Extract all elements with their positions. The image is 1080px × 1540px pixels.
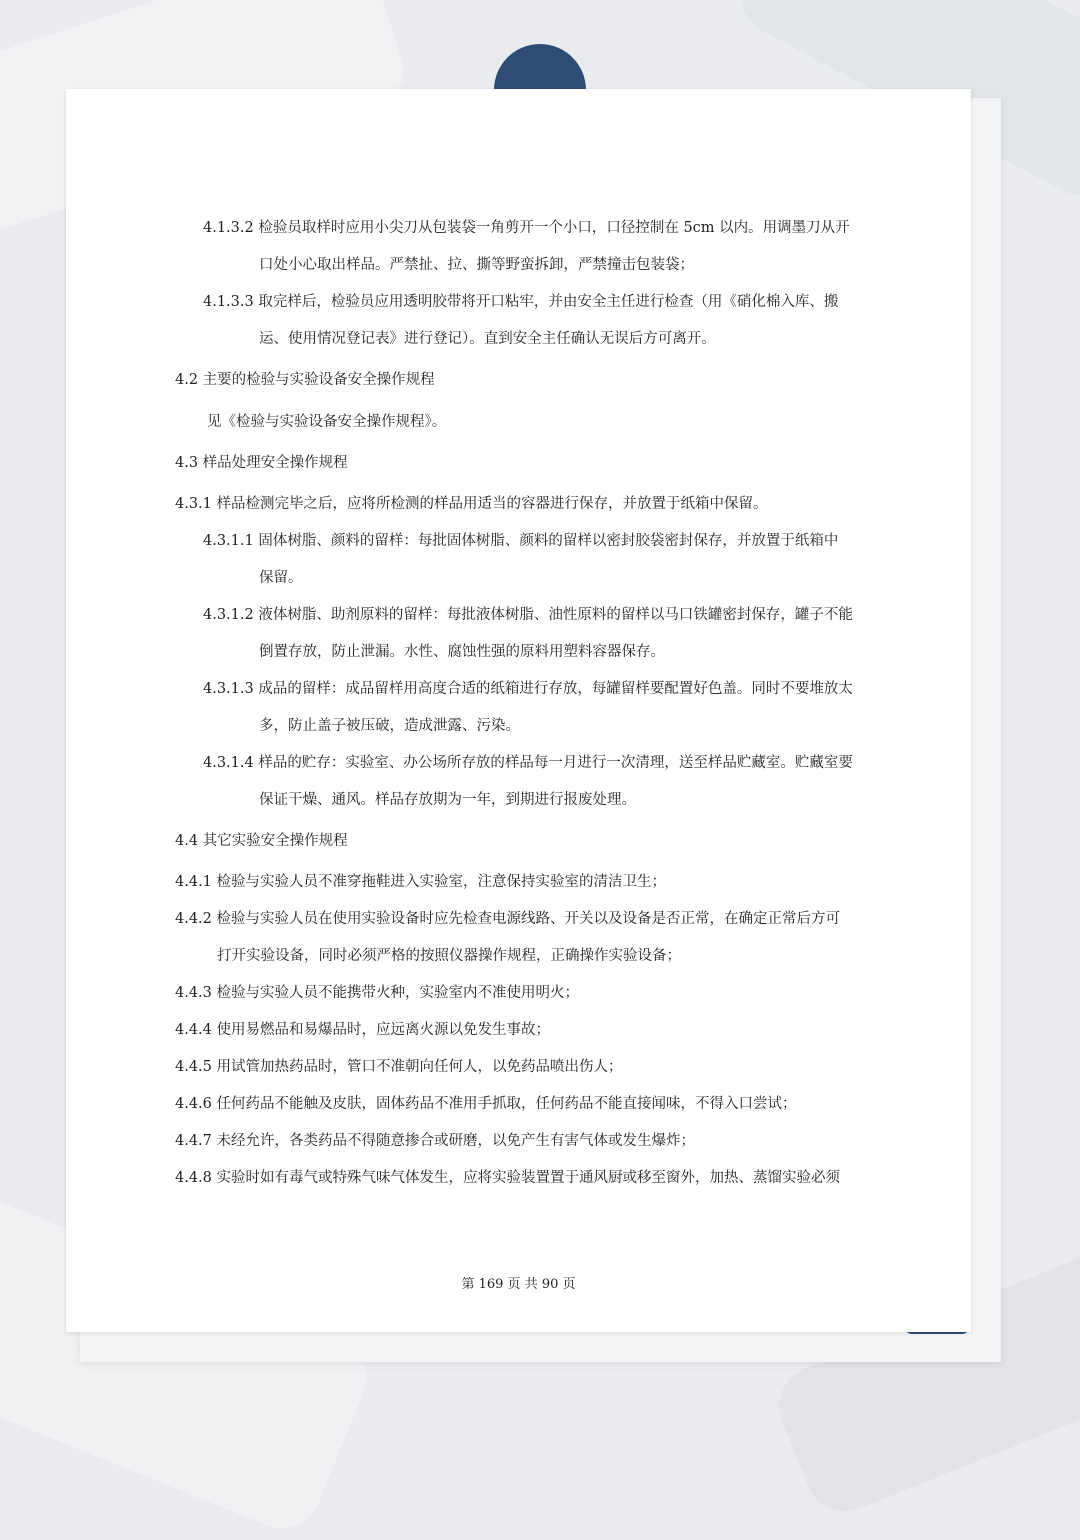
section-heading: 4.2 主要的检验与实验设备安全操作规程	[175, 372, 435, 388]
document-line: 运、使用情况登记表》进行登记）。直到安全主任确认无误后方可离开。	[259, 331, 716, 347]
document-line: 4.4.4 使用易燃品和易爆品时，应远离火源以免发生事故；	[175, 1022, 551, 1038]
document-line: 保证干燥、通风。样品存放期为一年，到期进行报废处理。	[259, 792, 636, 808]
document-line: 4.4.7 未经允许，各类药品不得随意掺合或研磨，以免产生有害气体或发生爆炸；	[175, 1133, 696, 1149]
document-line: 4.1.3.3 取完样后，检验员应用透明胶带将开口粘牢，并由安全主任进行检查（用《硝化棉入库、搬	[203, 294, 839, 310]
document-line: 口处小心取出样品。严禁扯、拉、撕等野蛮拆卸，严禁撞击包装袋；	[259, 257, 694, 273]
document-line: 倒置存放，防止泄漏。水性、腐蚀性强的原料用塑料容器保存。	[259, 644, 665, 660]
document-line: 4.3.1.3 成品的留样：成品留样用高度合适的纸箱进行存放，每罐留样要配置好色盖。同时不要堆放太	[203, 681, 853, 697]
document-line: 4.4.3 检验与实验人员不能携带火种，实验室内不准使用明火；	[175, 985, 580, 1001]
document-content	[66, 89, 971, 1332]
document-line: 保留。	[259, 570, 303, 586]
document-line: 4.1.3.2 检验员取样时应用小尖刀从包装袋一角剪开一个小口，口径控制在 5cm 以内。用调墨刀从开	[203, 220, 850, 236]
document-line: 4.4.5 用试管加热药品时，管口不准朝向任何人，以免药品喷出伤人；	[175, 1059, 623, 1075]
page-number-footer: 第 169 页 共 90 页	[461, 1277, 576, 1292]
document-line: 4.3.1.1 固体树脂、颜料的留样：每批固体树脂、颜料的留样以密封胶袋密封保存，并放置于纸箱中	[203, 533, 839, 549]
section-heading: 4.4 其它实验安全操作规程	[175, 833, 348, 849]
document-line: 4.3.1.4 样品的贮存：实验室、办公场所存放的样品每一月进行一次清理，送至样品贮藏室。贮藏室要	[203, 755, 853, 771]
document-line: 4.4.8 实验时如有毒气或特殊气味气体发生，应将实验装置置于通风厨或移至窗外，加热、蒸馏实验必须	[175, 1170, 840, 1186]
document-line: 4.3.1 样品检测完毕之后，应将所检测的样品用适当的容器进行保存，并放置于纸箱中保留。	[175, 496, 768, 512]
document-line: 见《检验与实验设备安全操作规程》。	[207, 414, 447, 430]
document-line: 多，防止盖子被压破，造成泄露、污染。	[259, 718, 520, 734]
document-line: 打开实验设备，同时必须严格的按照仪器操作规程，正确操作实验设备；	[217, 948, 681, 964]
document-line: 4.3.1.2 液体树脂、助剂原料的留样：每批液体树脂、油性原料的留样以马口铁罐密封保存，罐子不能	[203, 607, 853, 623]
document-page	[66, 89, 971, 1332]
document-line: 4.4.2 检验与实验人员在使用实验设备时应先检查电源线路、开关以及设备是否正常，在确定正常后方可	[175, 911, 840, 927]
section-heading: 4.3 样品处理安全操作规程	[175, 455, 348, 471]
document-line: 4.4.6 任何药品不能触及皮肤，固体药品不准用手抓取，任何药品不能直接闻味，不得入口尝试；	[175, 1096, 797, 1112]
document-line: 4.4.1 检验与实验人员不准穿拖鞋进入实验室，注意保持实验室的清洁卫生；	[175, 874, 667, 890]
